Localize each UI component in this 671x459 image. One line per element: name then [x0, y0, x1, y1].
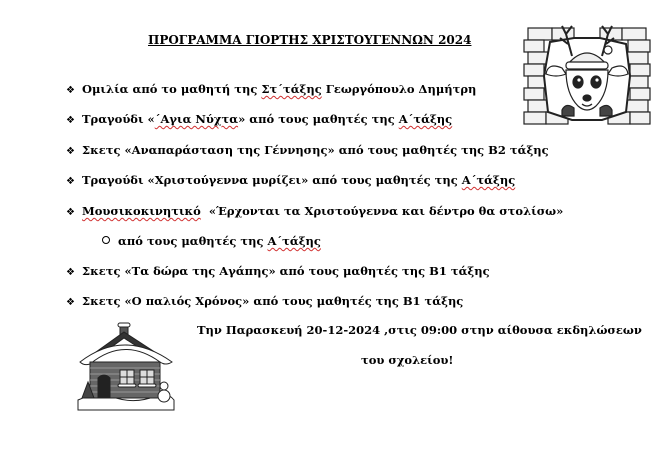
- program-item-4: [66, 173, 515, 187]
- item-text: Σκετς «Τα δώρα της Αγάπης» από τους μαθητές της Β1 τάξης: [82, 264, 490, 278]
- program-item-1: [66, 82, 476, 96]
- program-item-2: [66, 112, 452, 126]
- bullet-icon: ❖: [66, 176, 75, 187]
- program-item-5: [66, 204, 563, 218]
- event-location-line: του σχολείου!: [361, 353, 454, 367]
- bullet-icon: ❖: [66, 207, 75, 218]
- reindeer-in-brick-wall-icon: [522, 16, 652, 134]
- circle-bullet-icon: [102, 236, 110, 244]
- event-date-line: Την Παρασκευή 20-12-2024 ,στις 09:00 στην αίθουσα εκδηλώσεων: [197, 323, 642, 337]
- program-item-7: [66, 294, 463, 308]
- bullet-icon: ❖: [66, 267, 75, 278]
- item-text: Μουσικοκινητικό «Έρχονται τα Χριστούγεννα και δέντρο θα στολίσω»: [82, 204, 564, 218]
- bullet-icon: ❖: [66, 115, 75, 126]
- bullet-icon: ❖: [66, 297, 75, 308]
- program-item-6: [66, 264, 490, 278]
- item-text: Τραγούδι «Χριστούγεννα μυρίζει» από τους μαθητές της Α΄τάξης: [82, 173, 516, 187]
- bullet-icon: ❖: [66, 146, 75, 157]
- item-text: Τραγούδι «΄Αγια Νύχτα» από τους μαθητές της Α΄τάξης: [82, 112, 453, 126]
- page-title: ΠΡΟΓΡΑΜΜΑ ΓΙΟΡΤΗΣ ΧΡΙΣΤΟΥΓΕΝΝΩΝ 2024: [148, 33, 472, 47]
- snowy-cottage-icon: [76, 320, 176, 412]
- program-item-3: [66, 143, 549, 157]
- bullet-icon: ❖: [66, 85, 75, 96]
- program-subitem: από τους μαθητές της Α΄τάξης: [102, 234, 321, 248]
- item-text: Σκετς «Αναπαράσταση της Γέννησης» από τους μαθητές της Β2 τάξης: [82, 143, 549, 157]
- item-text: Ομιλία από το μαθητή της Στ΄τάξης Γεωργόπουλο Δημήτρη: [82, 82, 477, 96]
- item-text: Σκετς «Ο παλιός Χρόνος» από τους μαθητές της Β1 τάξης: [82, 294, 464, 308]
